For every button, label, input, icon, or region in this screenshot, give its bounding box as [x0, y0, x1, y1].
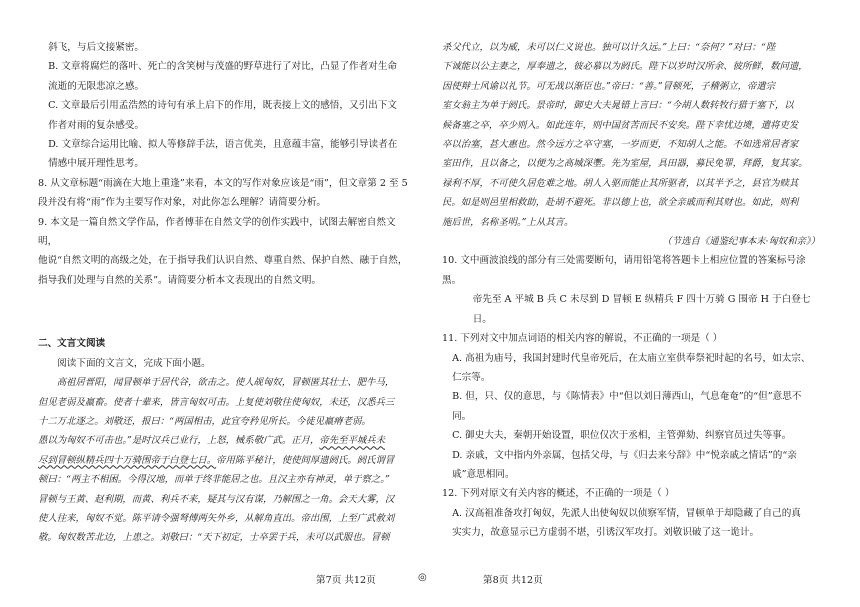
question-12-option-a: A. 汉高祖准备攻打匈奴，先派人出使匈奴以侦察军情，冒顿单于却隐藏了自己的真	[452, 507, 801, 519]
passage-line: 杀父代立，以为威，未可以仁义说也。独可以计久远。”上曰：“奈何？”对曰：“陛	[442, 42, 776, 53]
question-11-option-c: C. 御史大夫，秦朝开始设置，职位仅次于丞相，主管弹劾、纠察官员过失等事。	[452, 430, 792, 442]
question-10-sentence: 帝先至 A 平城 B 兵 C 未尽到 D 冒顿 E 纵精兵 F 四十万骑 G 围帝 H 于白登七日。	[472, 294, 811, 325]
option-a-continuation: 斜飞，与后文接紧密。	[48, 42, 145, 53]
passage-line: 使人往来，匈奴不觉。陈平请令强弩傅两矢外乡，从解角直出。帝出围，上至广武赦刘	[38, 512, 395, 524]
question-10: 10. 文中画波浪线的部分有三处需要断句，请用铅笔将答题卡上相应位置的答案标号涂	[442, 255, 806, 267]
passage-line: 敬。匈奴数苦北边，上患之。刘敬曰：“天下初定，士卒罢于兵，未可以武服也。冒顿	[38, 532, 390, 544]
passage-line: 顿曰：“两主不相困。今得汉地，而单于终非能居之也。且汉主亦有神灵，单于察之。”	[38, 474, 390, 486]
reading-instruction: 阅读下面的文言文，完成下面小题。	[57, 357, 211, 369]
wavy-underlined-text: 尽到冒顿纵精兵四十万骑围帝于白登七日。	[38, 454, 217, 466]
passage-line: 但见老弱及羸畜。使者十辈来，皆言匈奴可击。上复使刘敬往使匈奴，未还，汉悉兵三	[38, 396, 395, 408]
passage-line: 冒顿与王黄、赵利期，而黄、利兵不来，疑其与汉有谋，乃解围之一角。会天大雾，汉	[38, 493, 395, 505]
passage-line: 十二万北逐之。刘敬还，报曰：“两国相击，此宜夸矜见所长。今徒见羸瘠老弱。	[38, 415, 371, 427]
option-c: C. 文章最后引用孟浩然的诗句有承上启下的作用，既表接上文的感悟，又引出下文	[48, 100, 397, 112]
passage-line: 卒以治塞，甚大惠也。然今远方之卒守塞，一岁而更，不知胡人之能。不如选常居者家	[442, 139, 799, 151]
question-12-option-a-continuation: 实实力，故意显示已方虚弱不堪，引诱汉军攻打。刘敬识破了这一诡计。	[452, 527, 760, 539]
question-10-continuation: 黑。	[442, 274, 462, 286]
passage-source: （节选自《通鉴纪事本末·匈奴和亲》）	[662, 236, 820, 248]
passage-line: 高祖居晋阳，闻冒顿单于居代谷，欲击之。使人觇匈奴，冒顿匿其壮士、肥牛马，	[56, 377, 395, 389]
classical-passage-continued	[442, 38, 820, 251]
option-c-continuation: 作者对雨的复杂感受。	[48, 119, 145, 131]
passage-line: 因使辩士风谕以礼节。可无战以渐臣也。”帝曰：“善。”冒顿死，子稽粥立，帝遣宗	[442, 80, 776, 92]
passage-line	[38, 451, 414, 470]
question-11-option-a: A. 高祖为庙号，我国封建时代皇帝死后，在太庙立室供奉祭祀时起的名号，如太宗、	[452, 352, 811, 364]
question-11-option-a-continuation: 仁宗等。	[452, 371, 491, 383]
question-12: 12. 下列对原文有关内容的概述，不正确的一项是（ ）	[442, 488, 675, 500]
passage-line: 室女翁主为单于阏氏。景帝时，御史大夫晁错上言曰：“今胡人数转牧行猎于塞下，以	[442, 100, 794, 112]
option-d-continuation: 情感中展开理性思考。	[48, 158, 145, 170]
classical-passage	[38, 373, 414, 548]
right-page	[430, 0, 860, 607]
question-9-line-2: 他说“自然文明的高级之处，在于指导我们认识自然、尊重自然、保护自然、融于自然，	[38, 255, 408, 267]
passage-line: 施后世，名称圣明。”上从其言。	[442, 216, 574, 228]
binding-mark-icon: ◎	[418, 572, 427, 583]
passage-line: 禄利不厚，不可使久居危难之地。胡人入驱而能止其所驱者，以其半予之，县官为赎其	[442, 177, 799, 189]
question-9-line-3: 指导我们处理与自然的关系”。请简要分析本文表现出的自然文明。	[38, 274, 322, 286]
page-number-left: 第7页 共12页	[316, 575, 376, 586]
right-column	[442, 38, 820, 543]
question-8-continuation: 段并没有将“雨”作为主要写作对象，对此你怎么理解？请简要分析。	[38, 197, 327, 209]
passage-line	[38, 431, 414, 450]
option-b: B. 文章将腐烂的落叶、死亡的含笑树与茂盛的野草进行了对比，凸显了作者对生命	[48, 61, 398, 73]
section-title: 二、文言文阅读	[38, 338, 106, 350]
passage-line: 候备塞之卒，卒少则入。如此连年，则中国贫苦而民不安矣。陛下幸忧边境，遣将吏发	[442, 119, 799, 131]
passage-line: 民。如是则邑里相救助，赴胡不避死。非以德上也，欲全亲戚而利其财也。如此，则利	[442, 197, 799, 209]
passage-line: 室田作，且以备之，以便为之高城深壍。先为室屋，具田器，募民免罪，拜爵，复其家。	[442, 158, 808, 170]
question-8: 8. 从文章标题“雨滴在大地上重逢”来看，本文的写作对象应该是“雨”，但文章第 2 至 5	[38, 177, 408, 189]
passage-line: 下诚能以公主妻之，厚奉遗之，彼必慕以为阏氏。陛下以岁时汉所余、彼所鲜，数问遗，	[442, 61, 808, 73]
question-11-option-b: B. 但，只、仅的意思，与《陈情表》中“但以刘日薄西山，气息奄奄”的“但”意思不	[452, 391, 802, 403]
passage-text: 帝用陈平秘计，使使间厚遗阏氏。阏氏谓冒	[216, 454, 395, 466]
left-column	[38, 38, 414, 548]
question-11-option-d-continuation: 戚”意思相同。	[452, 468, 515, 480]
wavy-underlined-text: 帝先至平城兵未	[319, 435, 385, 447]
question-11: 11. 下列对文中加点词语的相关内容的解说，不正确的一项是（ ）	[442, 333, 723, 345]
option-d: D. 文章综合运用比喻、拟人等修辞手法，语言优美，且意蕴丰富，能够引导读者在	[48, 139, 398, 151]
question-11-option-b-continuation: 同。	[452, 410, 472, 422]
question-11-option-d: D. 亲戚，文中指内外亲属，包括父母，与《归去来兮辞》中“悦亲戚之情话”的“亲	[452, 449, 797, 461]
page-number-right: 第8页 共12页	[483, 575, 543, 586]
passage-text: 愚以为匈奴不可击也。”是时汉兵已业行，上怒，械系敬广武。正月，	[38, 435, 320, 447]
question-9: 9. 本文是一篇自然文学作品，作者傅菲在自然文学的创作实践中，试图去解密自然文明，	[38, 216, 396, 248]
option-b-continuation: 流逝的无限悲凉之感。	[48, 80, 145, 92]
